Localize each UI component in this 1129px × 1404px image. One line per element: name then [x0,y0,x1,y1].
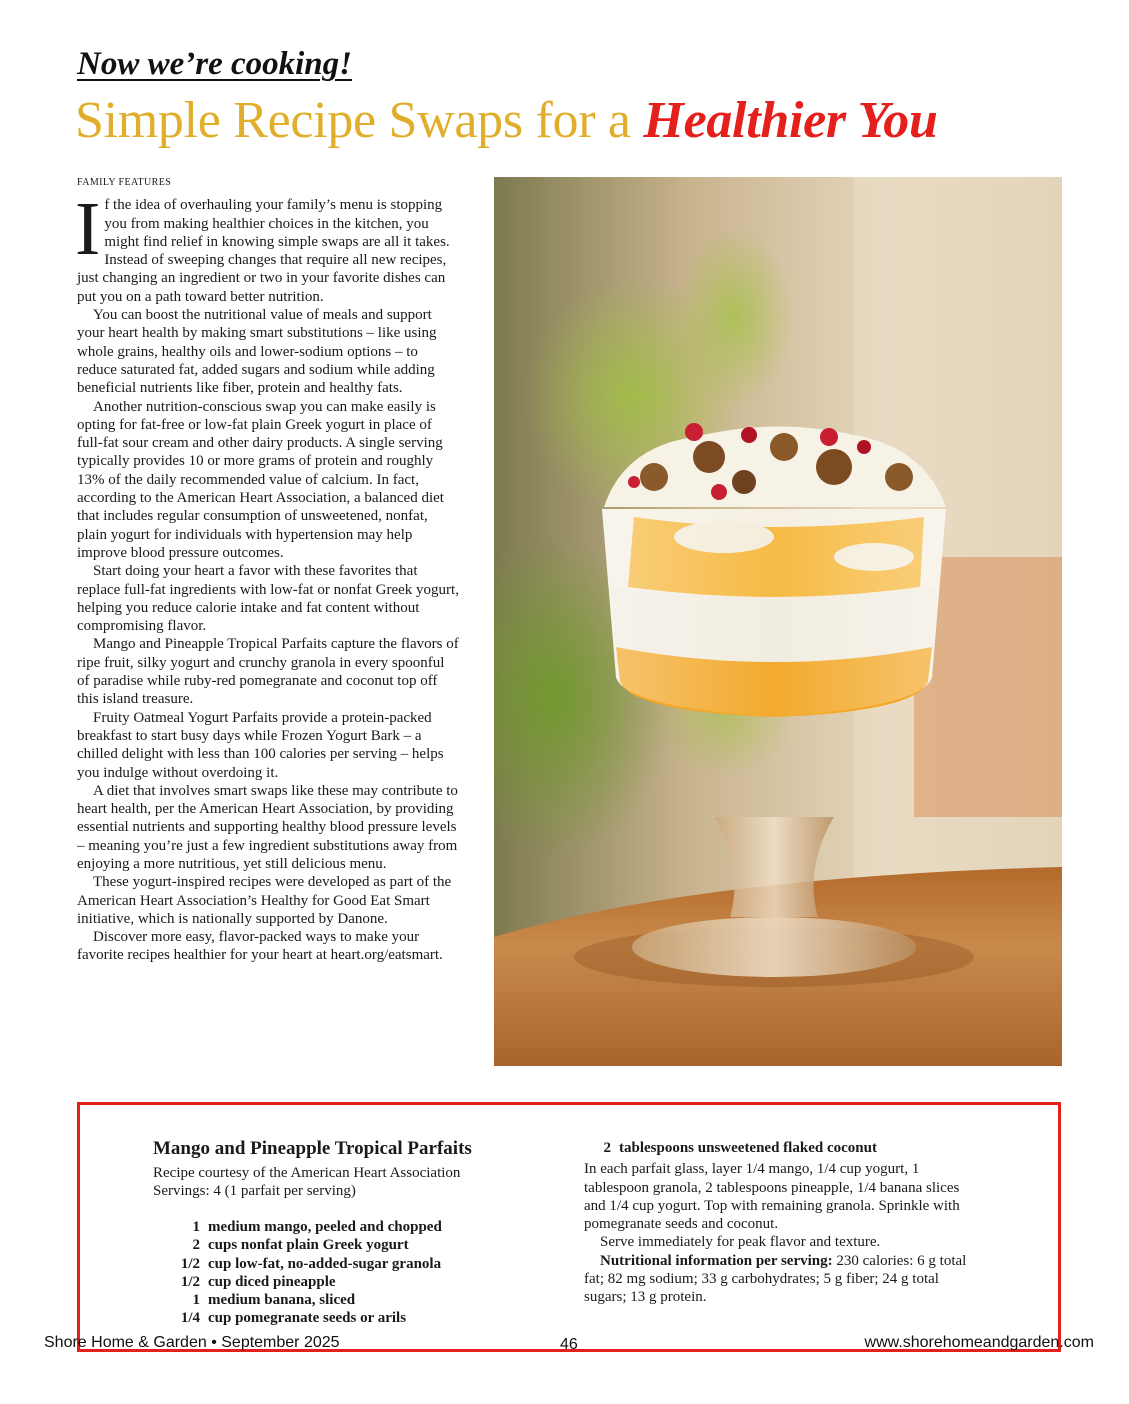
recipe-left-column [153,1137,553,1328]
recipe-servings: Servings: 4 (1 parfait per serving) [153,1183,356,1199]
ingredient-text: cups nonfat plain Greek yogurt [208,1237,409,1254]
kicker: Now we’re cooking! [77,46,352,82]
byline: FAMILY FEATURES [77,177,172,188]
recipe-directions: In each parfait glass, layer 1/4 mango, 1/4 cup yogurt, 1 tablespoon granola, 2 tablespoons pineapple, 1/4 banana slices and 1/4 cup yogurt. Top with remaining granola. Sprinkle with pomegranate seeds and coconut. [584,1161,960,1233]
ingredient-item [153,1236,553,1254]
ingredient-item [153,1291,553,1309]
article-body [77,174,460,965]
ingredient-qty: 1 [192,1219,200,1235]
ingredient-text: medium mango, peeled and chopped [208,1219,442,1235]
ingredient-text: cup diced pineapple [208,1273,336,1290]
dropcap: I [75,187,101,272]
ingredient-qty: 1/2 [180,1273,200,1290]
paragraph-text: f the idea of overhauling your family’s menu is stopping you from making healthier choices in the kitchen, you might find relief in knowing simple swaps are all it takes. Instead of sweeping changes that require all new recipes, just changing an ingredient or two in your favorite dishes can put you on a path toward better nutrition. [77,197,450,305]
ingredient-text: cup pomegranate seeds or arils [208,1310,407,1327]
footer-page-number: 46 [560,1336,578,1353]
nutrition-text: 230 calories: 6 g total fat; 82 mg sodium; 33 g carbohydrates; 5 g fiber; 24 g total sugars; 13 g protein. [584,1252,967,1306]
article-paragraph: Fruity Oatmeal Yogurt Parfaits provide a protein-packed breakfast to start busy days while Frozen Yogurt Bark – a chilled delight with less than 100 calories per serving – helps you indulge without overdoing it. [77,709,444,781]
ingredient-text: medium banana, sliced [208,1292,356,1309]
page-title [75,90,938,152]
article-paragraph: You can boost the nutritional value of meals and support your heart health by making smart substitutions – like using whole grains, healthy oils and lower-sodium options – to reduce saturated fat, added sugars and sodium while adding beneficial nutrients like fiber, protein and healthy fats. [77,307,437,397]
article-paragraph: Mango and Pineapple Tropical Parfaits capture the flavors of ripe fruit, silky yogurt and crunchy granola in every spoonful of paradise while ruby-red pomegranate and coconut top off this island treasure. [77,636,459,708]
ingredient-item [153,1273,553,1291]
ingredient-item [153,1255,553,1273]
recipe-box [77,1102,1061,1352]
article-paragraph: Discover more easy, flavor-packed ways to make your favorite recipes healthier for your heart at heart.org/eatsmart. [77,929,443,964]
nutrition-label: Nutritional information per serving: [600,1252,833,1269]
article-paragraph: Another nutrition-conscious swap you can make easily is opting for fat-free or low-fat plain Greek yogurt in place of full-fat sour cream and other dairy products. A single serving typically provides 10 or more grams of protein and roughly 13% of the daily recommended value of calcium. In fact, according to the American Heart Association, a balanced diet that includes regular consumption of unsweetened, nonfat, plain yogurt for individuals with hypertension may help improve blood pressure outcomes. [77,398,444,561]
parfait-photo [494,177,1062,1066]
ingredient-text: tablespoons unsweetened flaked coconut [619,1140,877,1156]
article-paragraph [75,187,460,306]
article-paragraph: A diet that involves smart swaps like these may contribute to heart health, per the American Heart Association, by providing essential nutrients and supporting healthy blood pressure levels – meaning you’re just a few ingredient substitutions away from enjoying a more nutritious, yet still delicious menu. [77,782,458,872]
ingredient-list [153,1218,553,1328]
recipe-nutrition [584,1252,984,1307]
ingredient-qty: 2 [192,1237,200,1254]
recipe-right-column [584,1139,984,1307]
headline-emphasis: Healthier You [643,92,938,149]
ingredient-item [153,1309,553,1327]
recipe-serve-note: Serve immediately for peak flavor and texture. [600,1234,881,1251]
page-footer [0,1334,1129,1364]
ingredient-qty: 2 [603,1140,611,1156]
ingredient-item [153,1218,553,1236]
ingredient-qty: 1/4 [180,1310,200,1327]
footer-publication: Shore Home & Garden • September 2025 [44,1334,340,1351]
article-paragraph: These yogurt-inspired recipes were developed as part of the American Heart Association’s Healthy for Good Eat Smart initiative, which is nationally supported by Danone. [77,874,452,927]
footer-website[interactable]: www.shorehomeandgarden.com [864,1334,1094,1351]
recipe-title: Mango and Pineapple Tropical Parfaits [153,1138,472,1159]
ingredient-qty: 1/2 [180,1255,200,1272]
recipe-courtesy: Recipe courtesy of the American Heart Association [153,1165,461,1181]
ingredient-qty: 1 [192,1292,200,1309]
headline-plain: Simple Recipe Swaps for a [75,92,644,149]
ingredient-item [564,1139,984,1157]
ingredient-text: cup low-fat, no-added-sugar granola [208,1255,442,1272]
article-paragraph: Start doing your heart a favor with these favorites that replace full-fat ingredients with low-fat or nonfat Greek yogurt, helping you reduce calorie intake and fat content without compromising flavor. [77,563,459,635]
